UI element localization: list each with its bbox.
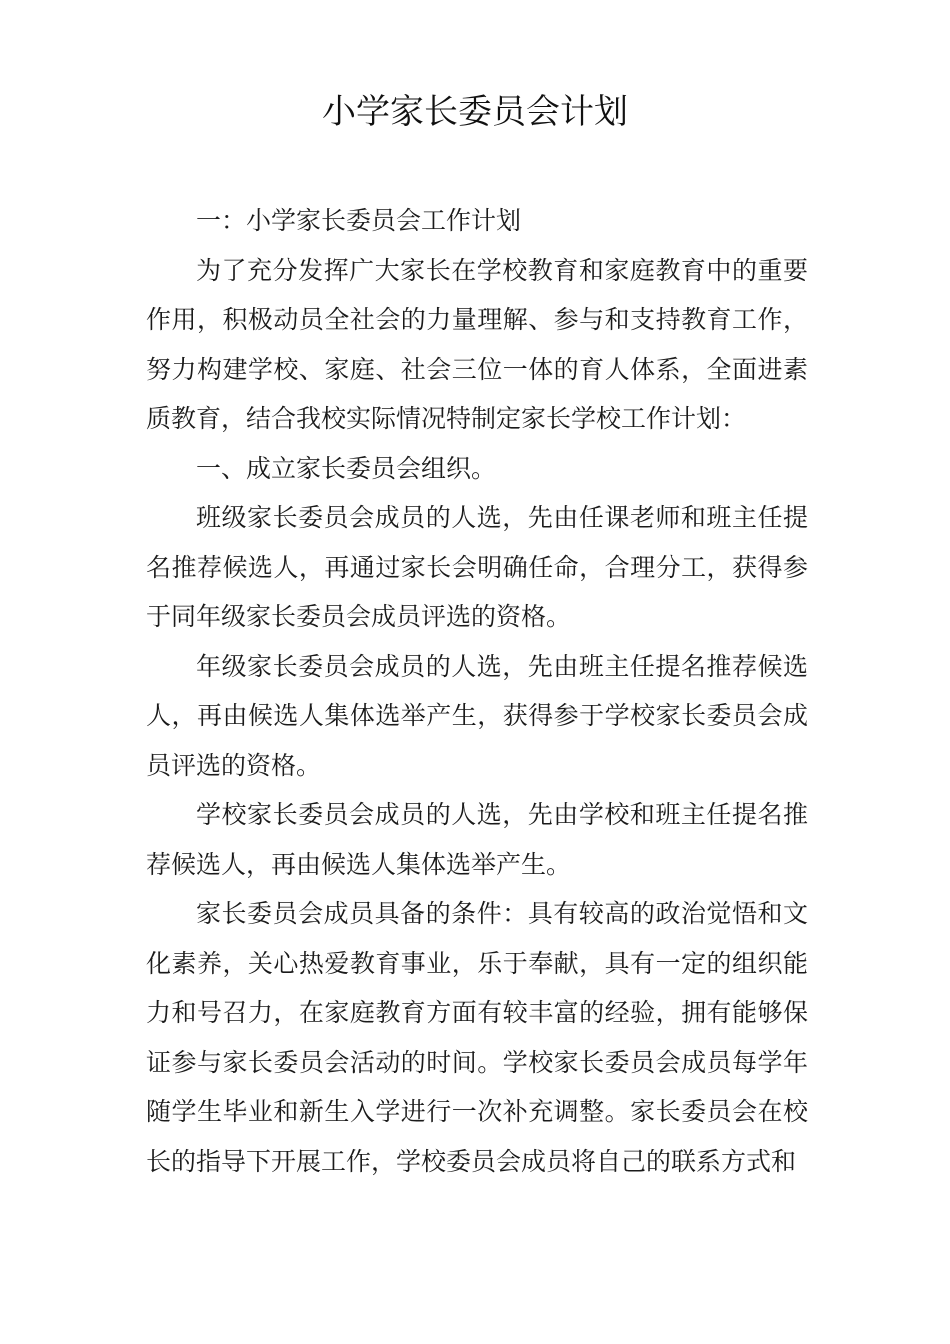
- paragraph-member-conditions: 家长委员会成员具备的条件：具有较高的政治觉悟和文化素养，关心热爱教育事业，乐于奉献，具有一定的组织能力和号召力，在家庭教育方面有较丰富的经验，拥有能够保证参与家长委员会活动的时间。学校家长委员会成员每学年随学生毕业和新生入学进行一次补充调整。家长委员会在校长的指导下开展工作，学校委员会成员将自己的联系方式和: [146, 899, 808, 1176]
- document-title: 小学家长委员会计划: [322, 92, 628, 132]
- document-body: [146, 196, 808, 1186]
- paragraph-intro: 为了充分发挥广大家长在学校教育和家庭教育中的重要作用，积极动员全社会的力量理解、参与和支持教育工作，努力构建学校、家庭、社会三位一体的育人体系，全面进素质教育，结合我校实际情况特制定家长学校工作计划：: [146, 255, 808, 433]
- paragraph-section-heading: 一：小学家长委员会工作计划: [196, 206, 522, 235]
- paragraph-school-committee: 学校家长委员会成员的人选，先由学校和班主任提名推荐候选人，再由候选人集体选举产生。: [146, 800, 808, 879]
- paragraph-class-committee: 班级家长委员会成员的人选，先由任课老师和班主任提名推荐候选人，再通过家长会明确任命，合理分工，获得参于同年级家长委员会成员评选的资格。: [146, 503, 808, 631]
- paragraph-grade-committee: 年级家长委员会成员的人选，先由班主任提名推荐候选人，再由候选人集体选举产生，获得参于学校家长委员会成员评选的资格。: [146, 651, 808, 780]
- paragraph-item-heading: 一、成立家长委员会组织。: [196, 453, 497, 483]
